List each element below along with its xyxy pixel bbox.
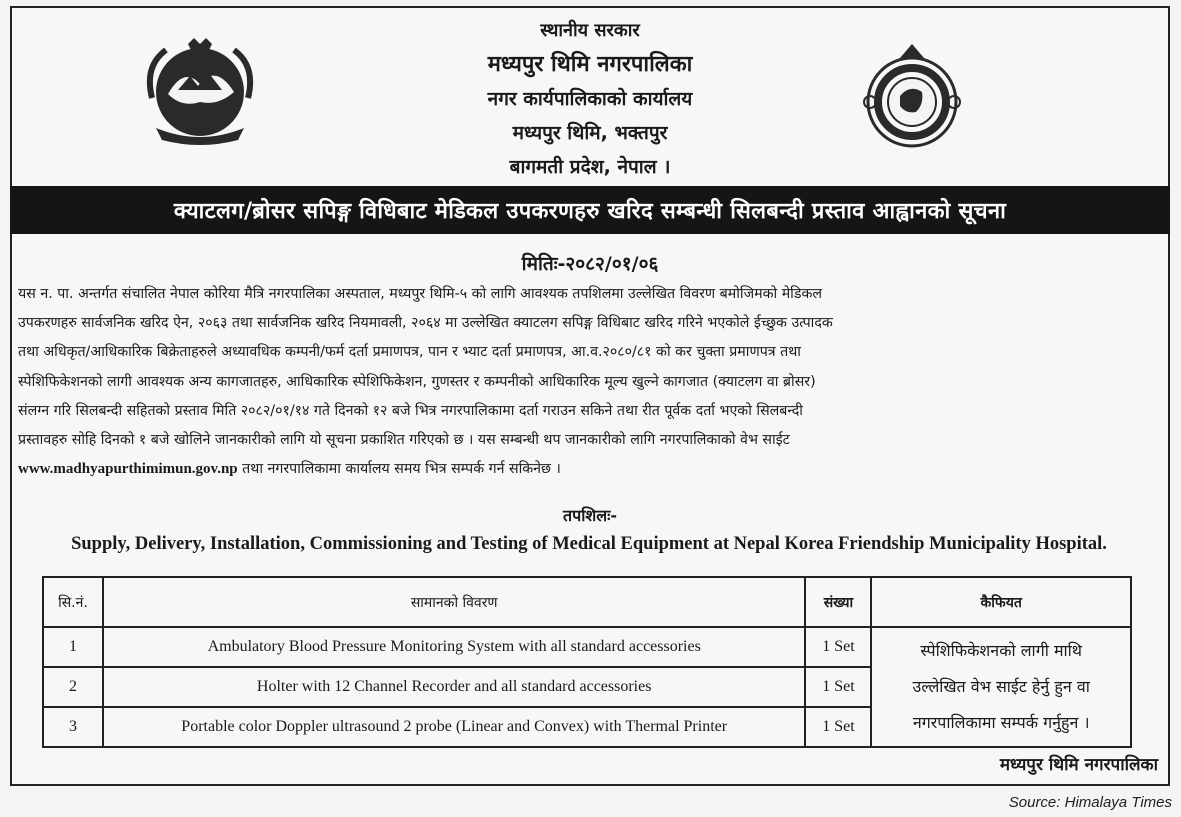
notice-date: मितिः-२०८२/०१/०६ [521,253,659,275]
body-line: संलग्न गरि सिलबन्दी सहितको प्रस्ताव मिति २०८२/०१/१४ गते दिनको १२ बजे भित्र नगरपालिकामा दर्ता गराउन सकिने तथा रीत पूर्वक दर्ता भएको सिलबन्दी [18,402,803,419]
body-line-last [18,455,1160,484]
procurement-subject: Supply, Delivery, Installation, Commissioning and Testing of Medical Equipment at Nepal Korea Friendship Municipality Hospital. [71,534,1107,554]
remarks-line: उल्लेखित वेभ साईट हेर्नु हुन वा [912,677,1090,696]
row-sn: 1 [43,627,103,667]
nepal-emblem-icon [138,36,262,146]
schedule-heading: तपशिलः- [563,506,617,525]
website-link[interactable]: www.madhyapurthimimun.gov.np [18,461,238,478]
notice-title-banner: क्याटलग/ब्रोसर सपिङ्ग विधिबाट मेडिकल उपकरणहरु खरिद सम्बन्धी सिलबन्दी प्रस्ताव आह्वानको सूचना [10,186,1170,234]
header-quantity: संख्या [805,577,871,627]
remarks-line: नगरपालिकामा सम्पर्क गर्नुहुन । [912,713,1090,732]
header-line-office: नगर कार्यपालिकाको कार्यालय [487,88,693,110]
source-credit: Source: Himalaya Times [1008,794,1172,811]
body-line: प्रस्तावहरु सोहि दिनको १ बजे खोलिने जानकारीको लागि यो सूचना प्रकाशित गरिएको छ । यस सम्बन्धी थप जानकारीको लागि नगरपालिकाको वेभ साईट [18,432,790,449]
row-sn: 2 [43,667,103,707]
row-sn: 3 [43,707,103,747]
body-line: यस न. पा. अन्तर्गत संचालित नेपाल कोरिया मैत्रि नगरपालिका अस्पताल, मध्यपुर थिमि-५ को लागि आवश्यक तपशिलमा उल्लेखित विवरण बमोजिमको मेडिकल [18,286,822,302]
body-line: स्पेशिफिकेशनको लागी आवश्यक अन्य कागजातहरु, आधिकारिक स्पेशिफिकेशन, गुणस्तर र कम्पनीको आधिकारिक मूल्य खुल्ने कागजात (क्याटलग वा ब्रोसर) [18,373,816,390]
table-row [43,627,1131,667]
items-table [42,576,1132,748]
office-header [380,14,800,184]
header-line-municipality: मध्यपुर थिमि नगरपालिका [487,52,693,77]
municipality-logo-icon [860,40,964,150]
table-header-row [43,577,1131,627]
row-quantity: 1 Set [805,707,871,747]
row-description: Ambulatory Blood Pressure Monitoring System with all standard accessories [103,627,806,667]
header-line-province: बागमती प्रदेश, नेपाल । [509,156,671,178]
notice-body [18,280,1160,484]
header-line-address: मध्यपुर थिमि, भक्तपुर [512,122,668,144]
row-quantity: 1 Set [805,627,871,667]
remarks-cell [871,627,1131,747]
remarks-line: स्पेशिफिकेशनको लागी माथि [920,641,1083,660]
header-line-local-government: स्थानीय सरकार [540,20,640,41]
header-description: सामानको विवरण [103,577,806,627]
row-description: Holter with 12 Channel Recorder and all standard accessories [103,667,806,707]
body-line-rest: तथा नगरपालिकामा कार्यालय समय भित्र सम्पर्क गर्न सकिनेछ । [237,461,561,478]
body-line: उपकरणहरु सार्वजनिक खरिद ऐन, २०६३ तथा सार्वजनिक खरिद नियमावली, २०६४ मा उल्लेखित क्याटलग सपिङ्ग विधिबाट खरिद गरिने भएकोले ईच्छुक उत्पादक [18,315,833,332]
header-remarks: कैफियत [871,577,1131,627]
signature-municipality: मध्यपुर थिमि नगरपालिका [999,755,1158,775]
row-description: Portable color Doppler ultrasound 2 probe (Linear and Convex) with Thermal Printer [103,707,806,747]
body-line: तथा अधिकृत/आधिकारिक बिक्रेताहरुले अध्यावधिक कम्पनी/फर्म दर्ता प्रमाणपत्र, पान र भ्याट दर्ता प्रमाणपत्र, आ.व.२०८०/८१ को कर चुक्ता प्रमाणपत्र तथा [18,344,801,361]
header-sn: सि.नं. [43,577,103,627]
row-quantity: 1 Set [805,667,871,707]
